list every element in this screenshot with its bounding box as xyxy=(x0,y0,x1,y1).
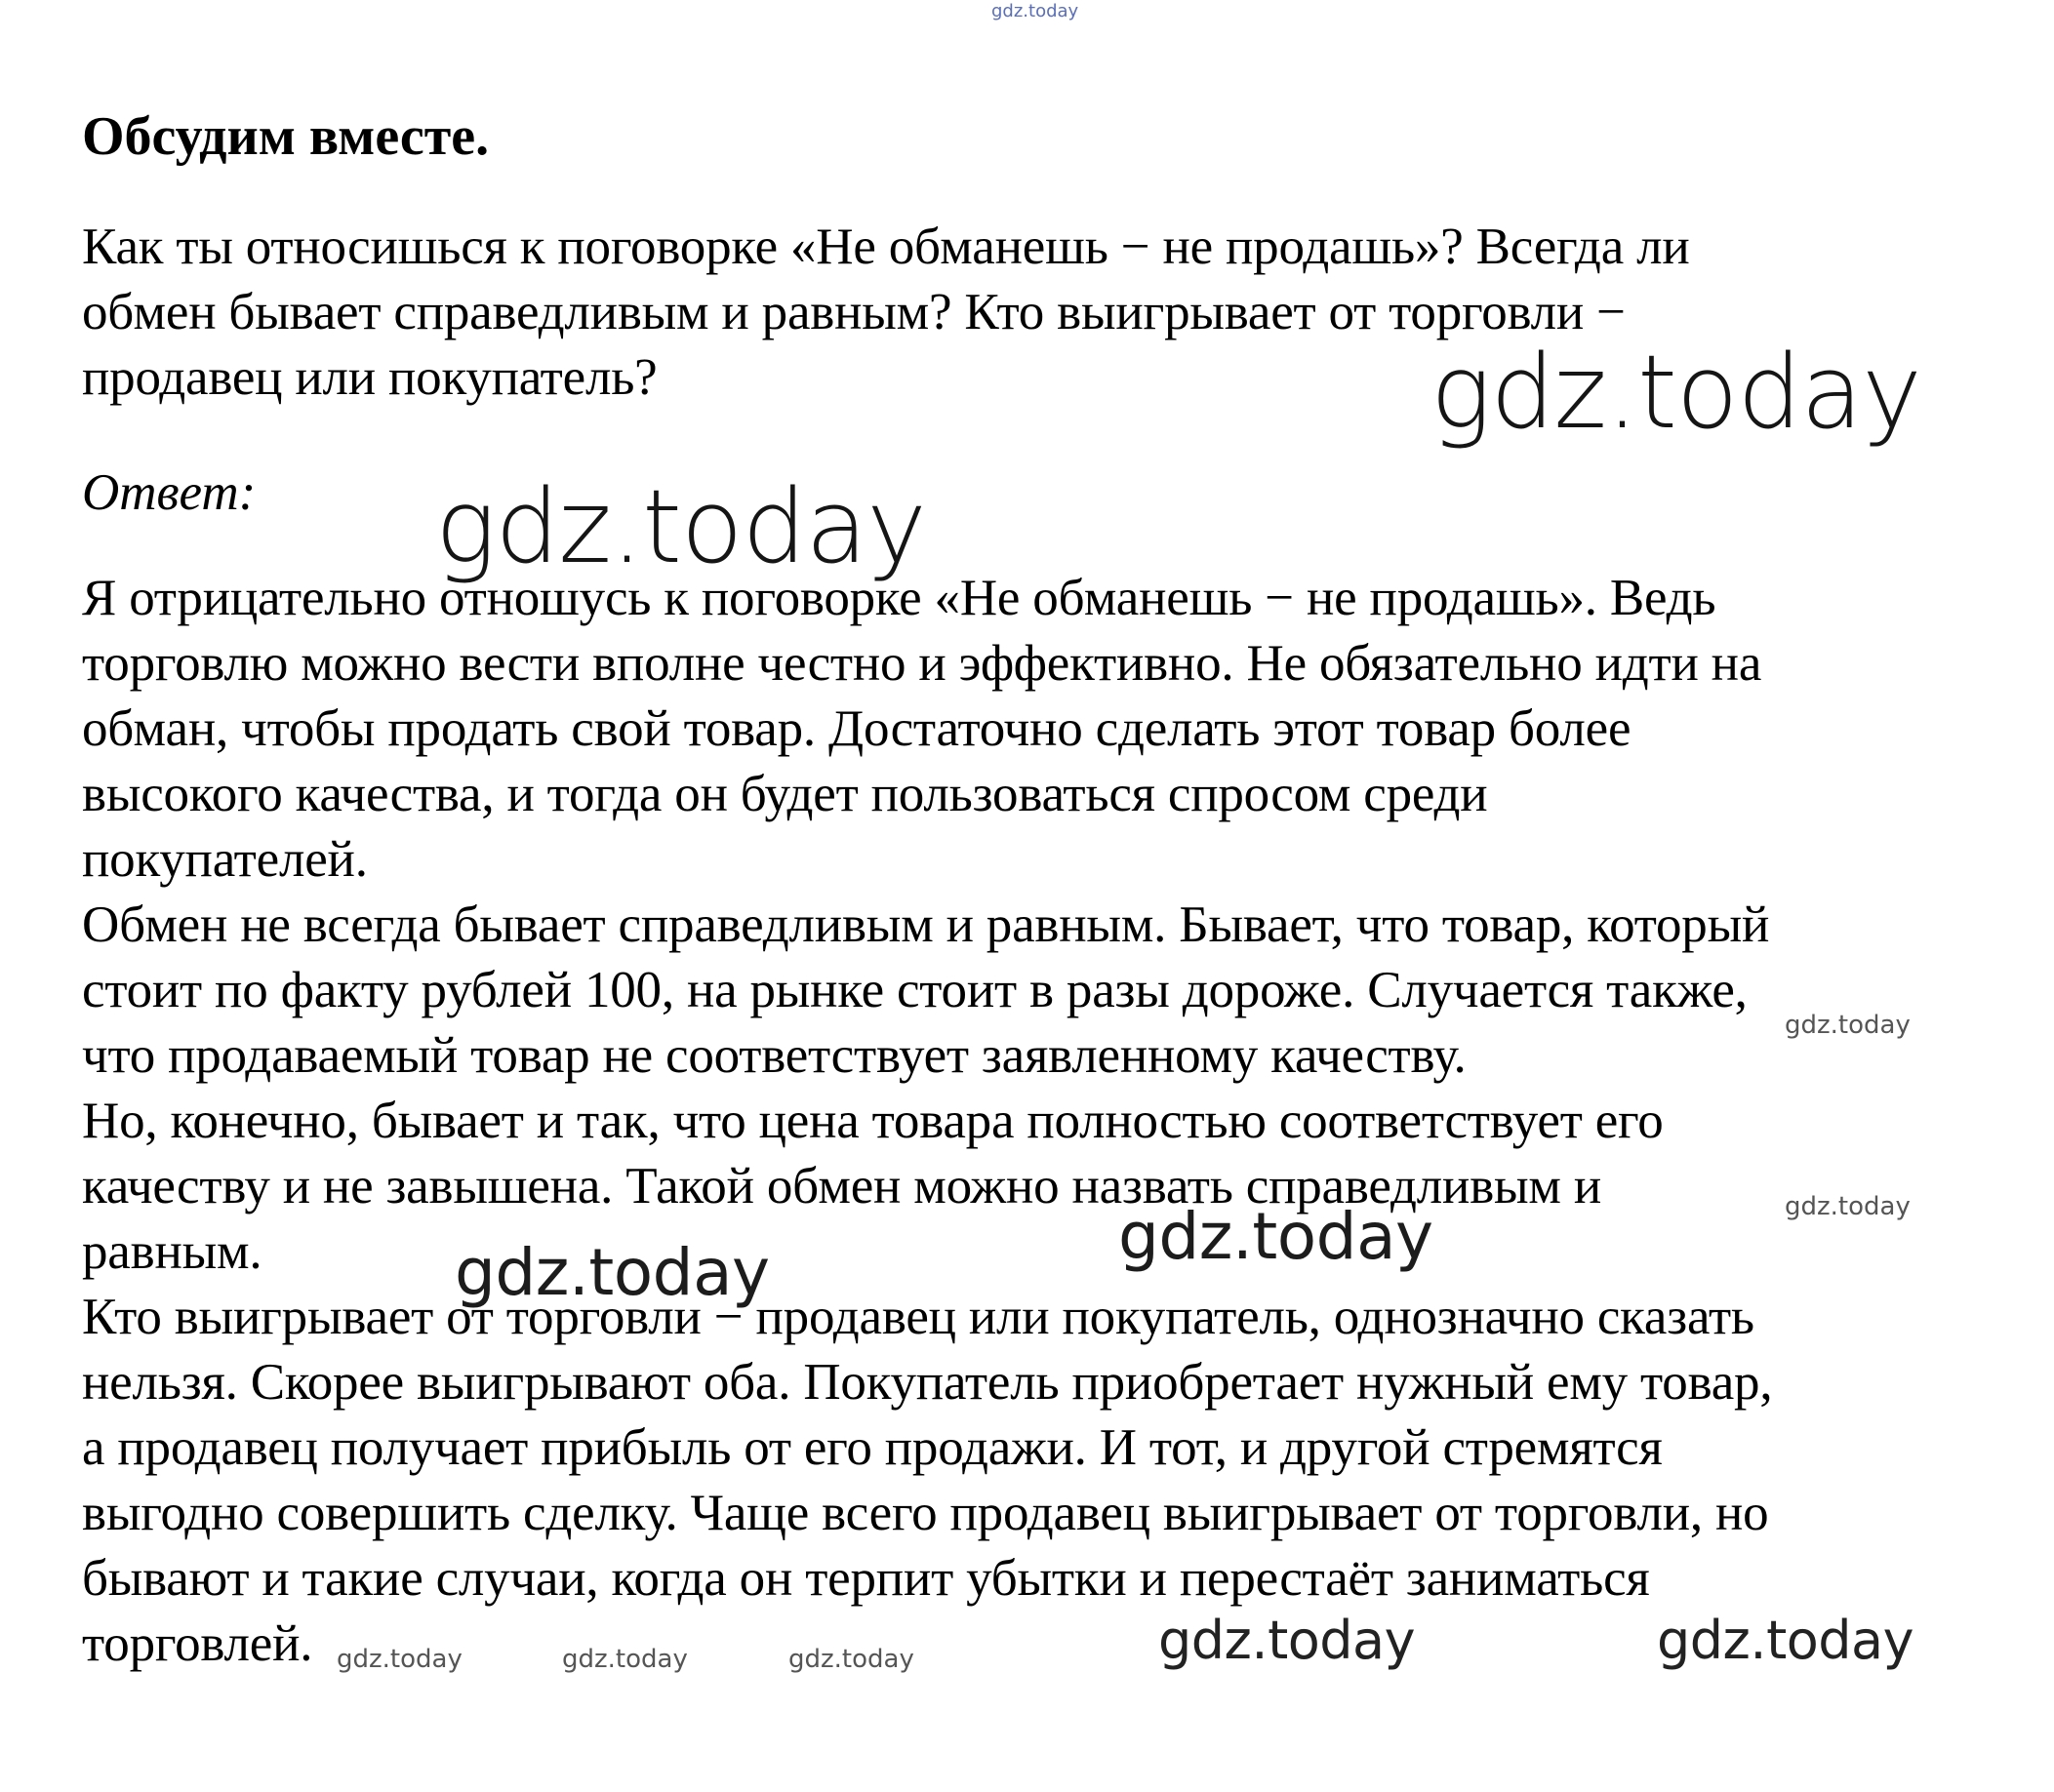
watermark: gdz.today xyxy=(1158,1610,1416,1671)
question-line: Как ты относишься к поговорке «Не обманешь − не продашь»? Всегда ли xyxy=(82,219,1690,275)
watermark: gdz.today xyxy=(1118,1199,1433,1274)
question-line: продавец или покупатель? xyxy=(82,349,658,406)
answer-line: что продаваемый товар не соответствует заявленному качеству. xyxy=(82,1027,1467,1084)
answer-label: Ответ: xyxy=(82,464,257,521)
watermark: gdz.today xyxy=(1785,1192,1911,1221)
answer-line: качеству и не завышена. Такой обмен можно назвать справедливым и xyxy=(82,1158,1601,1215)
watermark: gdz.today xyxy=(1430,333,1921,452)
watermark: gdz.today xyxy=(1657,1610,1914,1671)
answer-line: Кто выигрывает от торговли − продавец или покупатель, однозначно сказать xyxy=(82,1289,1754,1345)
watermark: gdz.today xyxy=(455,1235,770,1310)
answer-line: торговлю можно вести вполне честно и эффективно. Не обязательно идти на xyxy=(82,635,1762,692)
answer-line: а продавец получает прибыль от его продажи. И тот, и другой стремятся xyxy=(82,1419,1663,1476)
answer-line: обман, чтобы продать свой товар. Достаточно сделать этот товар более xyxy=(82,700,1631,757)
answer-line: торговлей. xyxy=(82,1615,313,1672)
watermark: gdz.today xyxy=(435,467,926,586)
watermark: gdz.today xyxy=(788,1645,914,1674)
answer-line: нельзя. Скорее выигрывают оба. Покупатель приобретает нужный ему товар, xyxy=(82,1354,1773,1411)
watermark: gdz.today xyxy=(991,1,1079,21)
answer-line: Я отрицательно отношусь к поговорке «Не обманешь − не продашь». Ведь xyxy=(82,570,1716,626)
watermark: gdz.today xyxy=(337,1645,463,1674)
watermark: gdz.today xyxy=(562,1645,688,1674)
answer-line: Но, конечно, бывает и так, что цена товара полностью соответствует его xyxy=(82,1093,1664,1149)
watermark: gdz.today xyxy=(1785,1011,1911,1040)
answer-line: стоит по факту рублей 100, на рынке стоит в разы дороже. Случается также, xyxy=(82,962,1748,1018)
answer-line: покупателей. xyxy=(82,831,368,888)
answer-line: высокого качества, и тогда он будет пользоваться спросом среди xyxy=(82,766,1488,822)
answer-line: Обмен не всегда бывает справедливым и равным. Бывает, что товар, который xyxy=(82,896,1770,953)
answer-line: выгодно совершить сделку. Чаще всего продавец выигрывает от торговли, но xyxy=(82,1485,1769,1541)
question-line: обмен бывает справедливым и равным? Кто выигрывает от торговли − xyxy=(82,284,1626,340)
answer-line: бывают и такие случаи, когда он терпит убытки и перестаёт заниматься xyxy=(82,1550,1650,1607)
section-heading: Обсудим вместе. xyxy=(82,106,490,167)
answer-line: равным. xyxy=(82,1223,262,1280)
